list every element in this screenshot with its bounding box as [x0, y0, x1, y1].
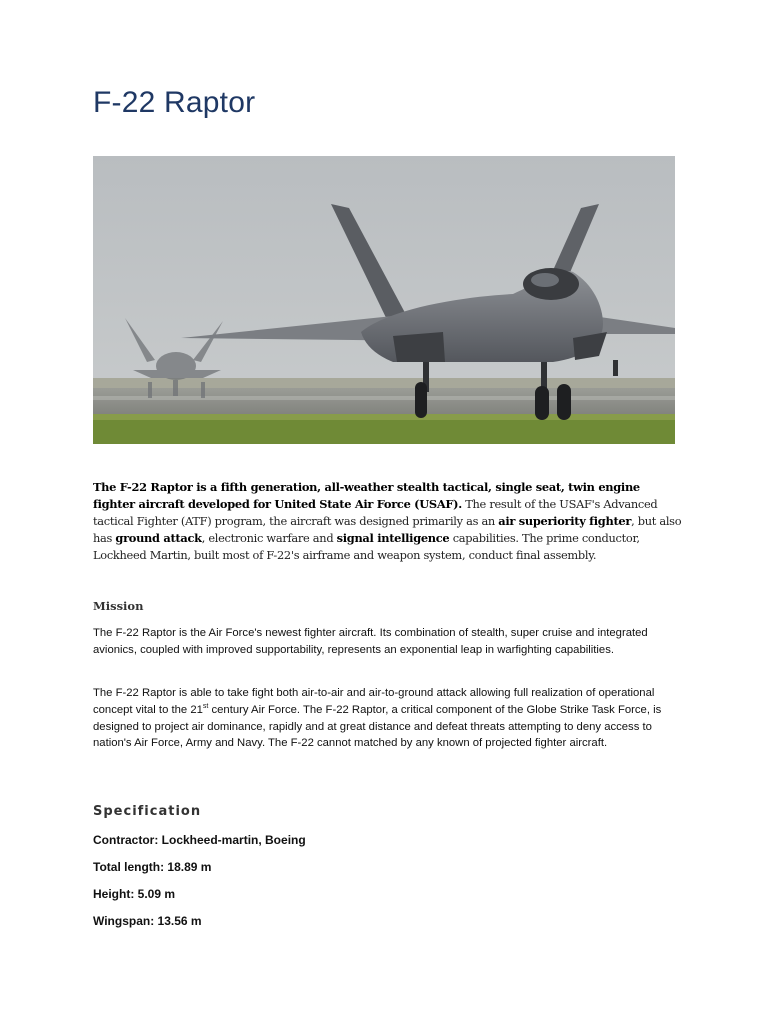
page-title: F-22 Raptor	[93, 86, 256, 119]
mission-p2-sup: st	[202, 703, 209, 711]
specification-heading: Specification	[93, 804, 202, 819]
spec-contractor: Contractor: Lockheed-martin, Boeing	[93, 833, 306, 847]
f22-runway-photo	[93, 156, 675, 444]
mission-p2-text-a: The F-22 Raptor is able to take fight both air-to-air and air-to-ground attack allowing full realization of operational concept vital to the 21	[93, 687, 655, 716]
intro-text-c: , but also has	[93, 514, 682, 545]
intro-text-g: capabilities. The prime conductor, Lockheed Martin, built most of F-22's airframe and weapon system, conduct final assembly.	[93, 531, 640, 562]
intro-text-a: The result of the USAF's Advanced tactical Fighter (ATF) program, the aircraft was designed primarily as an	[93, 497, 658, 528]
intro-lead: The F-22 Raptor is a fifth generation, all-weather stealth tactical, single seat, twin engine fighter aircraft developed for United State Air Force (USAF).	[93, 480, 640, 511]
spec-total-length: Total length: 18.89 m	[93, 860, 212, 874]
intro-air-superiority: air superiority fighter	[498, 514, 632, 528]
intro-text-e: , electronic warfare and	[201, 531, 337, 545]
intro-paragraph	[93, 479, 683, 564]
mission-paragraph-1: The F-22 Raptor is the Air Force's newest fighter aircraft. Its combination of stealth, super cruise and integrated avionics, coupled with improved supportability, represents an exponential leap in warfighting capabilities.	[93, 627, 648, 656]
spec-height: Height: 5.09 m	[93, 887, 176, 901]
mission-p2-text-b: century Air Force. The F-22 Raptor, a critical component of the Globe Strike Task Force, is designed to project air dominance, rapidly and at great distance and defeat threats attempting to deny access to nation's Air Force, Army and Navy. The F-22 cannot matched by any known of projected fighter aircraft.	[93, 703, 662, 750]
intro-signal-intelligence: signal intelligence	[336, 531, 450, 545]
mission-heading: Mission	[93, 599, 144, 613]
intro-ground-attack: ground attack	[115, 531, 202, 545]
spec-wingspan: Wingspan: 13.56 m	[93, 914, 202, 928]
mission-paragraph-2	[93, 685, 678, 752]
